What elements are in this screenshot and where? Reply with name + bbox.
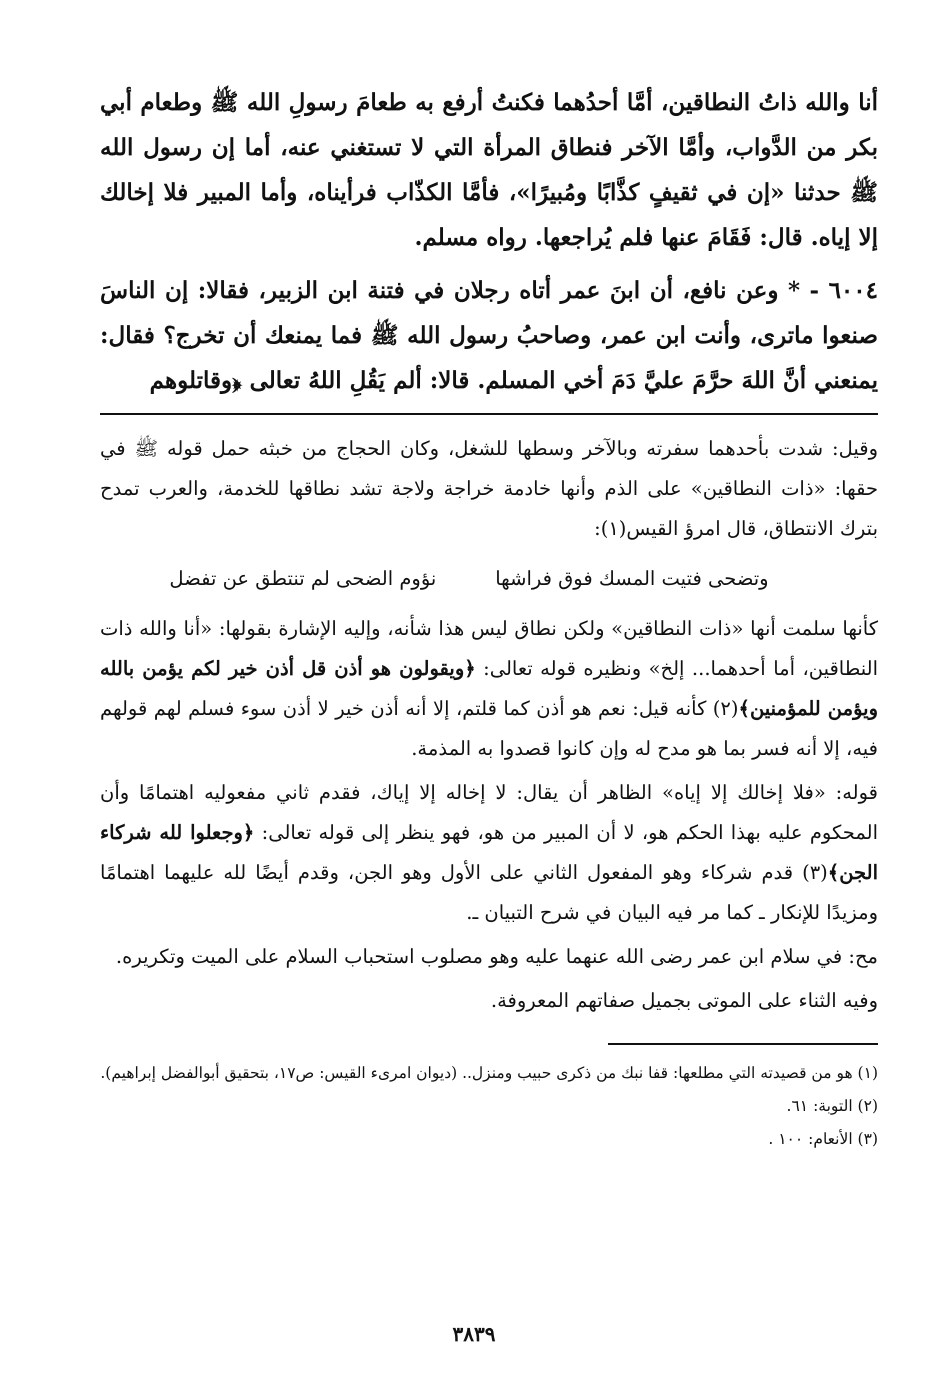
hadith-paragraph-1: أنا والله ذاتُ النطاقين، أمَّا أحدُهما فكنتُ أرفع به طعامَ رسولِ الله ﷺ وطعام أبي بكر من الدَّواب، وأمَّا الآخر فنطاق المرأة التي لا تستغني عنه، أما إن رسول الله ﷺ حدثنا «إن في ثقيفٍ كذَّابًا ومُبيرًا»، فأمَّا الكذّاب فرأيناه، وأما المبير فلا إخالك إلا إياه. قال: فَقَامَ عنها فلم يُراجعها. رواه مسلم.: [100, 89, 878, 251]
commentary-paragraph-1: وقيل: شدت بأحدهما سفرته وبالآخر وسطها للشغل، وكان الحجاج من خبثه حمل قوله ﷺ في حقها: «ذات النطاقين» على الذم وأنها خادمة خراجة ولاجة تشد نطاقها للخدمة، والعرب تمدح بترك الانتطاق، قال امرؤ القيس(١):: [100, 437, 878, 540]
commentary-paragraph-4: مح: في سلام ابن عمر رضى الله عنهما عليه وهو مصلوب استحباب السلام على الميت وتكريره.: [115, 945, 878, 968]
commentary-paragraph-3: [100, 773, 878, 933]
section-divider: [100, 413, 878, 415]
commentary-text: قوله: «فلا إخالك إلا إياه» الظاهر أن يقال: لا إخاله إلا إياك، فقدم ثاني مفعوليه اهتمامًا وأن المحكوم عليه بهذا الحكم هو، لا أن المبير من هو، فهو ينظر إلى قوله تعالى:: [100, 781, 878, 844]
footnote-divider: [608, 1043, 878, 1045]
footnotes: [100, 1057, 878, 1156]
verse-first-hemistich: وتضحى فتيت المسك فوق فراشها: [495, 567, 769, 590]
commentary-text: (٢) كأنه قيل: نعم هو أذن كما قلتم، إلا أنه أذن خير لا أذن سوء فسلم لهم قولهم فيه، إلا أنه فسر بما هو مدح له وإن كانوا قصدوا به المذمة.: [100, 697, 878, 760]
commentary-text: كأنها سلمت أنها «ذات النطاقين» ولكن نطاق ليس هذا شأنه، وإليه الإشارة بقولها: «أنا والله ذات النطاقين، أما أحدهما... إلخ» ونظيره قوله تعالى:: [100, 617, 878, 680]
footnote-1: (١) هو من قصيدته التي مطلعها: قفا نبك من ذكرى حبيب ومنزل.. (ديوان امرىء القيس: ص١٧، بتحقيق أبوالفضل إبراهيم).: [100, 1064, 878, 1082]
page-body: [100, 80, 878, 1156]
commentary-paragraph-2: [100, 609, 878, 769]
page-number: ٣٨٣٩: [452, 1322, 496, 1346]
hadith-text: [100, 80, 878, 403]
verse-second-hemistich: نؤوم الضحى لم تنتطق عن تفضل: [169, 567, 437, 590]
footnote-3: (٣) الأنعام: ١٠٠ .: [768, 1130, 878, 1148]
commentary-paragraph-5: وفيه الثناء على الموتى بجميل صفاتهم المعروفة.: [490, 989, 878, 1012]
quran-quote: ﴿ويقولون هو أذن قل أذن خير لكم يؤمن بالله ويؤمن للمؤمنين﴾: [100, 657, 878, 720]
quran-quote: ﴿وجعلوا لله شركاء الجن﴾: [100, 821, 878, 884]
footnote-2: (٢) التوبة: ٦١.: [786, 1097, 878, 1115]
commentary: [100, 429, 878, 1021]
commentary-text: (٣) قدم شركاء وهو المفعول الثاني على الأول وهو الجن، وقدم أيضًا لله عليهما اهتمامًا ومزيدًا للإنكار ـ كما مر فيه البيان في شرح التبيان ـ.: [100, 861, 878, 924]
poetry-verse: [100, 553, 878, 605]
hadith-paragraph-2: ٦٠٠٤ - * وعن نافع، أن ابنَ عمر أتاه رجلان في فتنة ابن الزبير، فقالا: إن الناسَ صنعوا ماترى، وأنت ابن عمر، وصاحبُ رسول الله ﷺ فما يمنعك أن تخرج؟ فقال: يمنعني أنَّ اللهَ حرَّمَ عليَّ دَمَ أخي المسلم. قالا: ألم يَقُلِ اللهُ تعالى ﴿وقاتلوهم: [100, 277, 878, 394]
